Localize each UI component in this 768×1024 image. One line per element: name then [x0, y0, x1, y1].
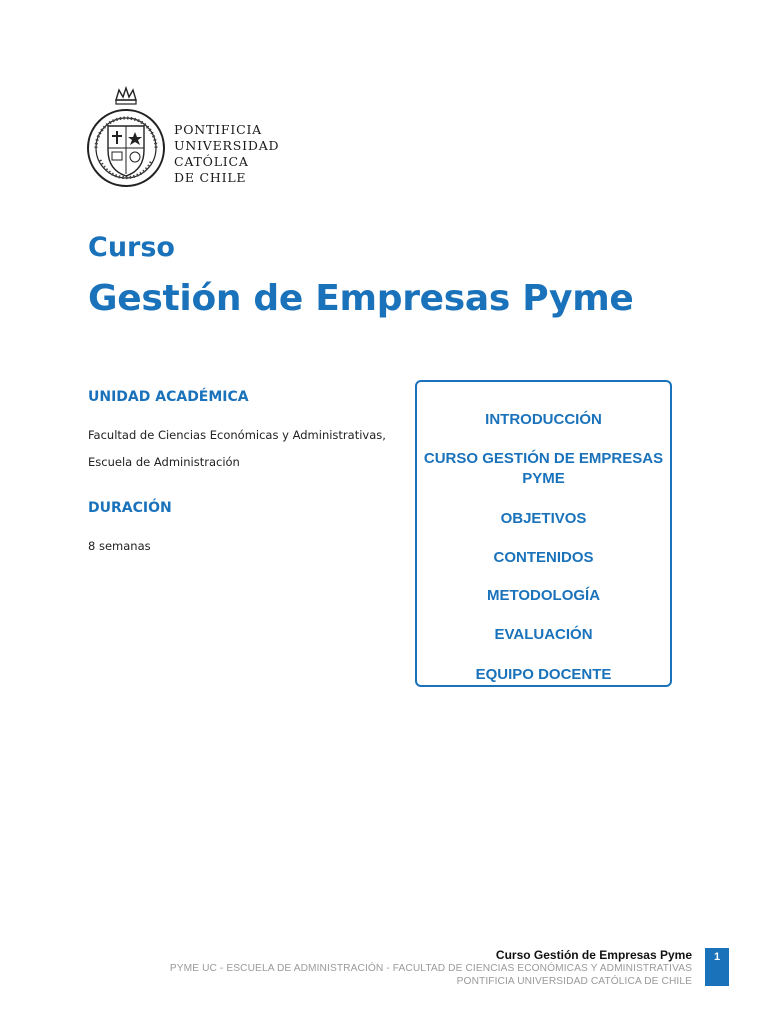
unidad-academica-heading: UNIDAD ACADÉMICA	[88, 389, 249, 405]
toc-link-curso-gestion[interactable]: CURSO GESTIÓN DE EMPRESAS	[423, 450, 664, 467]
university-seal-icon	[86, 86, 166, 194]
university-name-line: UNIVERSIDAD	[174, 138, 280, 153]
university-name-line: CATÓLICA	[174, 154, 249, 169]
page-number-badge: 1	[705, 948, 729, 986]
university-name-line: DE CHILE	[174, 170, 247, 185]
toc-link-introduccion[interactable]: INTRODUCCIÓN	[485, 411, 602, 428]
toc-link-equipo-docente[interactable]: EQUIPO DOCENTE	[475, 666, 612, 683]
footer-institution-line-1: PYME UC - ESCUELA DE ADMINISTRACIÓN - FACULTAD DE CIENCIAS ECONÓMICAS Y ADMINISTRATIVAS	[169, 963, 692, 974]
university-name-line: PONTIFICIA	[174, 122, 263, 137]
table-of-contents	[415, 380, 672, 687]
toc-link-objetivos[interactable]: OBJETIVOS	[500, 510, 587, 527]
unidad-academica-line-1: Facultad de Ciencias Económicas y Administrativas,	[88, 428, 386, 442]
unidad-academica-line-2: Escuela de Administración	[88, 455, 240, 469]
toc-link-metodologia[interactable]: METODOLOGÍA	[486, 587, 601, 604]
university-name	[174, 122, 279, 186]
course-title: Gestión de Empresas Pyme	[88, 278, 634, 319]
university-logo	[86, 86, 286, 196]
footer-course-title: Curso Gestión de Empresas Pyme	[495, 948, 692, 962]
course-label: Curso	[88, 232, 175, 263]
toc-link-contenidos[interactable]: CONTENIDOS	[493, 549, 594, 566]
toc-link-evaluacion[interactable]: EVALUACIÓN	[494, 626, 593, 643]
toc-link-curso-gestion-line-2[interactable]: PYME	[522, 470, 565, 487]
footer-institution-line-2: PONTIFICIA UNIVERSIDAD CATÓLICA DE CHILE	[456, 976, 692, 987]
duracion-value: 8 semanas	[88, 539, 151, 553]
duracion-heading: DURACIÓN	[88, 500, 172, 516]
